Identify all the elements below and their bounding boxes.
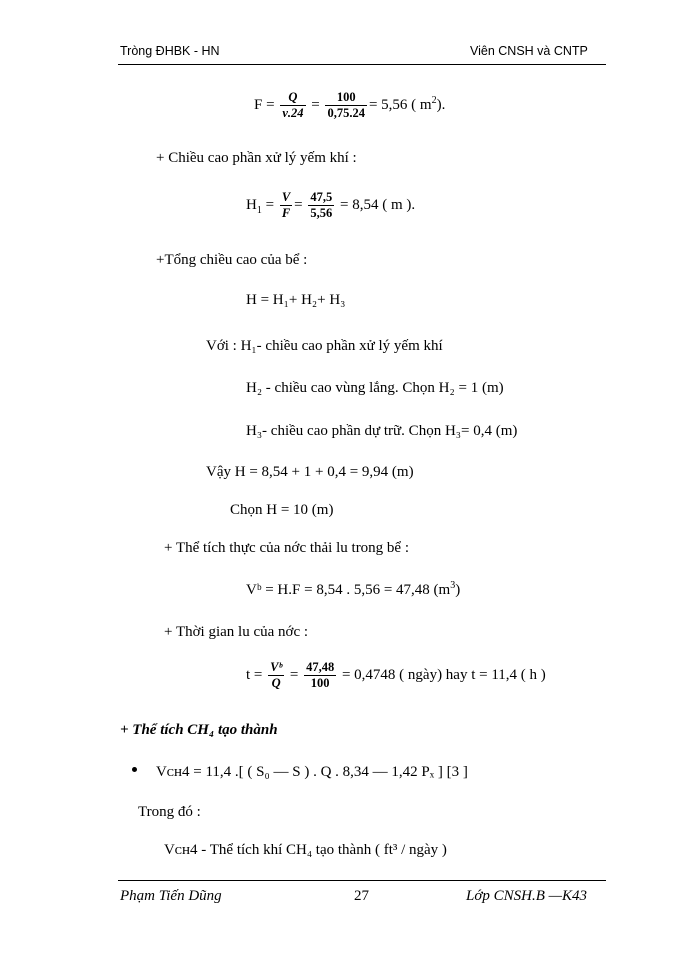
frac-num: 47,5 [310,190,333,204]
definition-h3: H₃- chiều cao phần dự trữ. Chọn H₃= 0,4 (m) [246,423,518,439]
fraction-vb-over-q [268,660,284,691]
frac-den: 5,56 [310,206,333,220]
equation-t [246,660,546,691]
chosen-h: Chọn H = 10 (m) [230,502,334,518]
definition-vch4: Vᴄʜ4 - Thể tích khí CH₄ tạo thành ( ft³ / ngày ) [164,842,447,858]
frac-num: 47,48 [306,660,335,674]
eq-t-result: = 0,4748 ( ngày) hay t = 11,4 ( h ) [341,666,546,683]
section-h1-label: + Chiều cao phần xử lý yếm khí : [156,150,357,166]
bullet-formula: Vᴄʜ4 = 11,4 .[ ( S₀ — S ) . Q . 8,34 — 1,42 Pₓ ] [3 ] [156,764,468,780]
eq-vb-text: Vᵇ = H.F = 8,54 . 5,56 = 47,48 (m [246,582,451,598]
eq-h1-result: = 8,54 ( m ). [340,196,416,213]
eq-sign: = [311,96,320,113]
section-volume-label: + Thể tích thực của nớc thải lu trong bể : [164,540,410,556]
eq-t-lhs: t = [246,666,263,683]
eq-vb-sup: 3 [450,580,456,591]
page-number: 27 [354,888,369,904]
eq-f-result: = 5,56 ( m [368,96,432,113]
header-left: Tròng ĐHBK - HN [120,44,220,58]
eq-f-sup: 2 [431,94,437,106]
header-right: Viên CNSH và CNTP [470,44,588,58]
footer-class: Lớp CNSH.B —K43 [466,888,587,904]
eq-vb-tail: ) [455,582,461,598]
definition-h1: Với : H₁- chiều cao phần xử lý yếm khí [206,338,443,354]
equation-f [254,90,445,121]
result-h: Vậy H = 8,54 + 1 + 0,4 = 9,94 (m) [206,464,414,480]
eq-sign: = [265,196,275,213]
section-time-label: + Thời gian lu của nớc : [164,624,309,640]
frac-den: ν.24 [282,106,304,120]
bullet-icon [132,767,137,772]
fraction-100-over [325,90,367,121]
trong-do-label: Trong đó : [138,804,201,820]
fraction-v-over-f [280,190,292,221]
eq-sign: = [289,666,299,683]
eq-h1-lhs: H [246,196,257,213]
frac-den: Q [268,675,284,691]
definition-h2: H₂ - chiều cao vùng lắng. Chọn H₂ = 1 (m) [246,380,504,396]
equation-vb [246,580,460,599]
footer-rule [118,880,606,881]
fraction-47-5-over-5-56 [308,190,334,221]
fraction-q-over-v24 [280,90,305,121]
frac-den: 100 [304,675,336,691]
frac-num: Vᵇ [270,660,283,674]
footer-author: Phạm Tiến Dũng [120,888,222,904]
section-total-label: +Tổng chiều cao của bể : [156,252,308,268]
frac-num: V [281,190,291,204]
frac-den: 0,75.24 [327,106,365,120]
header-rule [118,64,606,65]
eq-sign: = [294,196,303,213]
eq-h1-sub: 1 [256,204,262,216]
frac-den: F [281,206,291,220]
eq-f-tail: ). [436,96,446,113]
equation-h-sum: H = H₁+ H₂+ H₃ [246,292,346,308]
equation-h1 [246,190,415,221]
frac-num: Q [288,90,298,104]
eq-f-lhs: F = [254,96,275,113]
heading-ch4-volume: + Thể tích CH₄ tạo thành [120,722,278,738]
fraction-47-48-over-100 [304,660,336,691]
frac-num: 100 [336,90,356,104]
